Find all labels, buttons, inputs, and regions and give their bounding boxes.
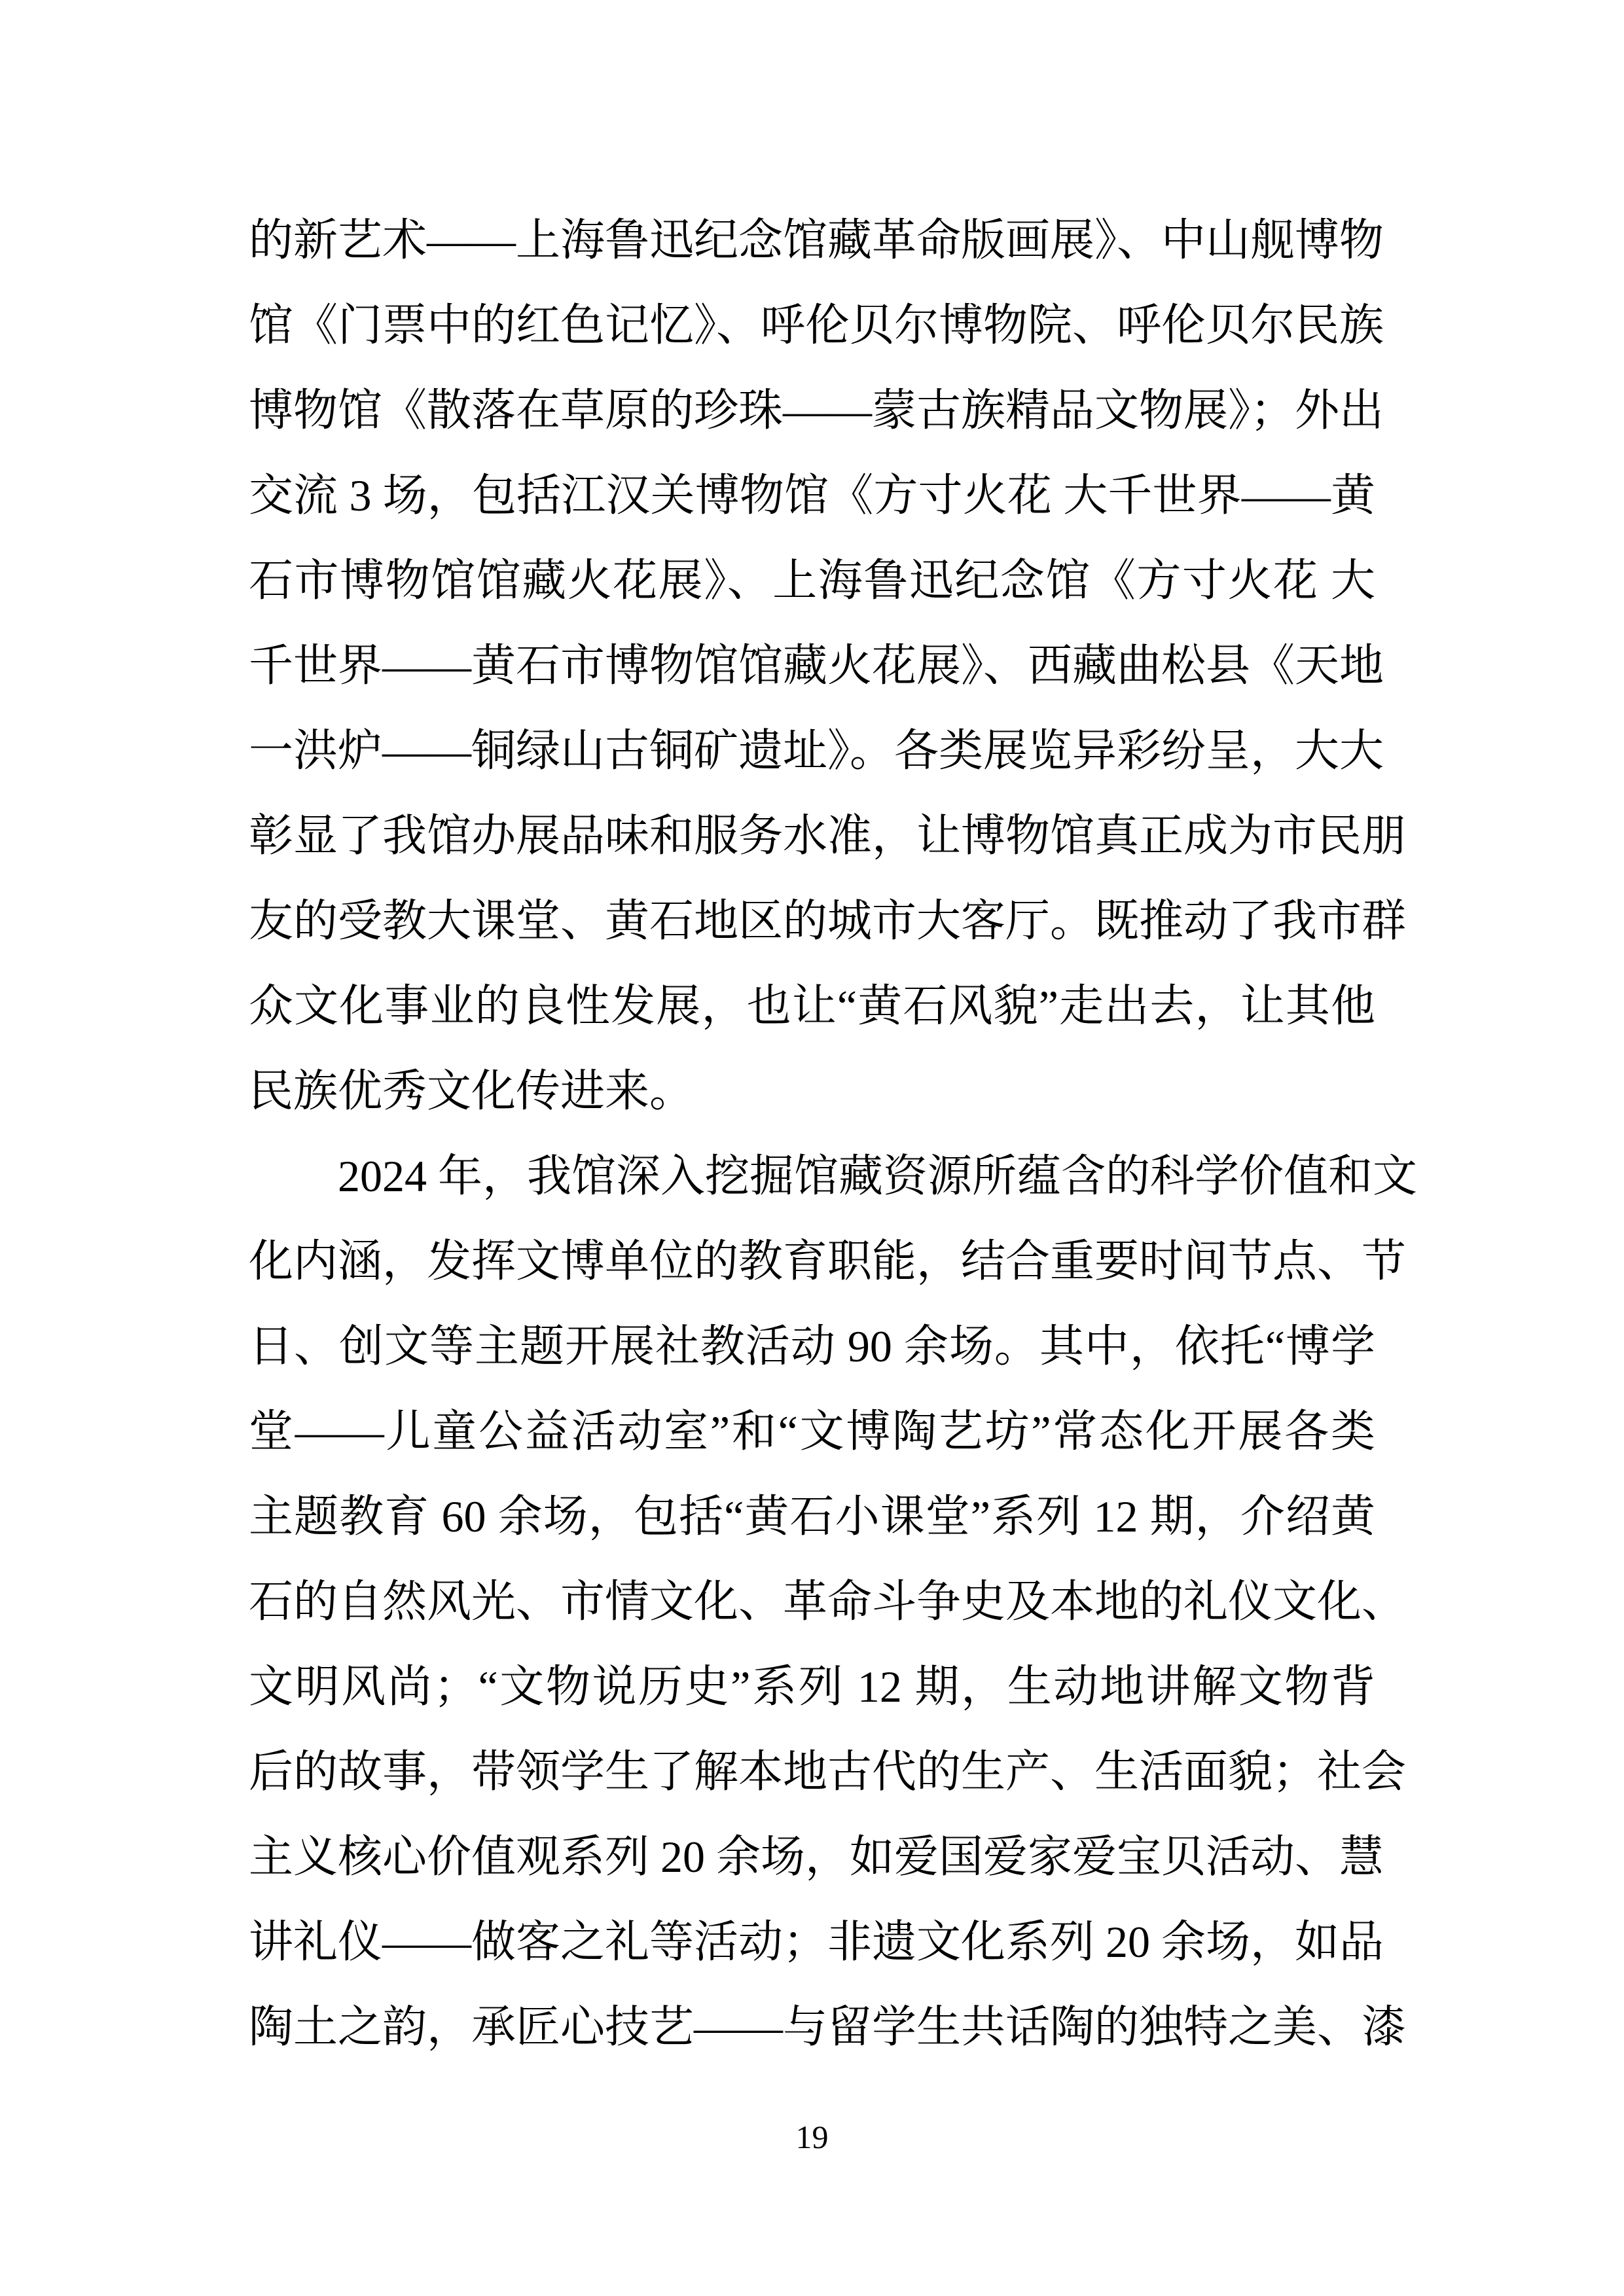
text-line: 堂——儿童公益活动室”和“文博陶艺坊”常态化开展各类 xyxy=(249,1407,1375,1456)
text-line: 主义核心价值观系列 20 余场，如爱国爱家爱宝贝活动、慧 xyxy=(249,1832,1384,1882)
text-line: 后的故事，带领学生了解本地古代的生产、生活面貌；社会 xyxy=(249,1747,1407,1797)
text-line: 石的自然风光、市情文化、革命斗争史及本地的礼仪文化、 xyxy=(249,1577,1407,1626)
text-line: 日、创文等主题开展社教活动 90 余场。其中，依托“博学 xyxy=(249,1321,1375,1371)
text-line: 讲礼仪——做客之礼等活动；非遗文化系列 20 余场，如品 xyxy=(249,1917,1384,1967)
text-line: 博物馆《散落在草原的珍珠——蒙古族精品文物展》；外出 xyxy=(249,386,1384,435)
text-line: 民族优秀文化传进来。 xyxy=(249,1066,695,1116)
paragraph xyxy=(249,198,1407,1134)
text-line: 陶土之韵，承匠心技艺——与留学生共话陶的独特之美、漆 xyxy=(249,2002,1407,2052)
text-line: 石市博物馆馆藏火花展》、上海鲁迅纪念馆《方寸火花 大 xyxy=(249,556,1375,605)
text-line: 化内涵，发挥文博单位的教育职能，结合重要时间节点、节 xyxy=(249,1236,1407,1286)
body-text xyxy=(249,198,1418,2070)
page-number: 19 xyxy=(795,2119,829,2155)
text-line: 主题教育 60 余场，包括“黄石小课堂”系列 12 期，介绍黄 xyxy=(249,1492,1375,1541)
text-line: 交流 3 场，包括江汉关博物馆《方寸火花 大千世界——黄 xyxy=(249,471,1375,520)
text-line: 2024 年，我馆深入挖掘馆藏资源所蕴含的科学价值和文 xyxy=(338,1151,1418,1201)
text-line: 一洪炉——铜绿山古铜矿遗址》。各类展览异彩纷呈，大大 xyxy=(249,726,1384,776)
text-line: 的新艺术——上海鲁迅纪念馆藏革命版画展》、中山舰博物 xyxy=(249,215,1384,265)
text-line: 千世界——黄石市博物馆馆藏火花展》、西藏曲松县《天地 xyxy=(249,641,1384,691)
paragraph xyxy=(249,1134,1418,2070)
text-line: 文明风尚；“文物说历史”系列 12 期，生动地讲解文物背 xyxy=(249,1662,1375,1712)
text-line: 彰显了我馆办展品味和服务水准，让博物馆真正成为市民朋 xyxy=(249,811,1407,861)
text-line: 众文化事业的良性发展，也让“黄石风貌”走出去，让其他 xyxy=(249,981,1375,1031)
text-line: 友的受教大课堂、黄石地区的城市大客厅。既推动了我市群 xyxy=(249,896,1407,946)
text-line: 馆《门票中的红色记忆》、呼伦贝尔博物院、呼伦贝尔民族 xyxy=(249,300,1384,350)
